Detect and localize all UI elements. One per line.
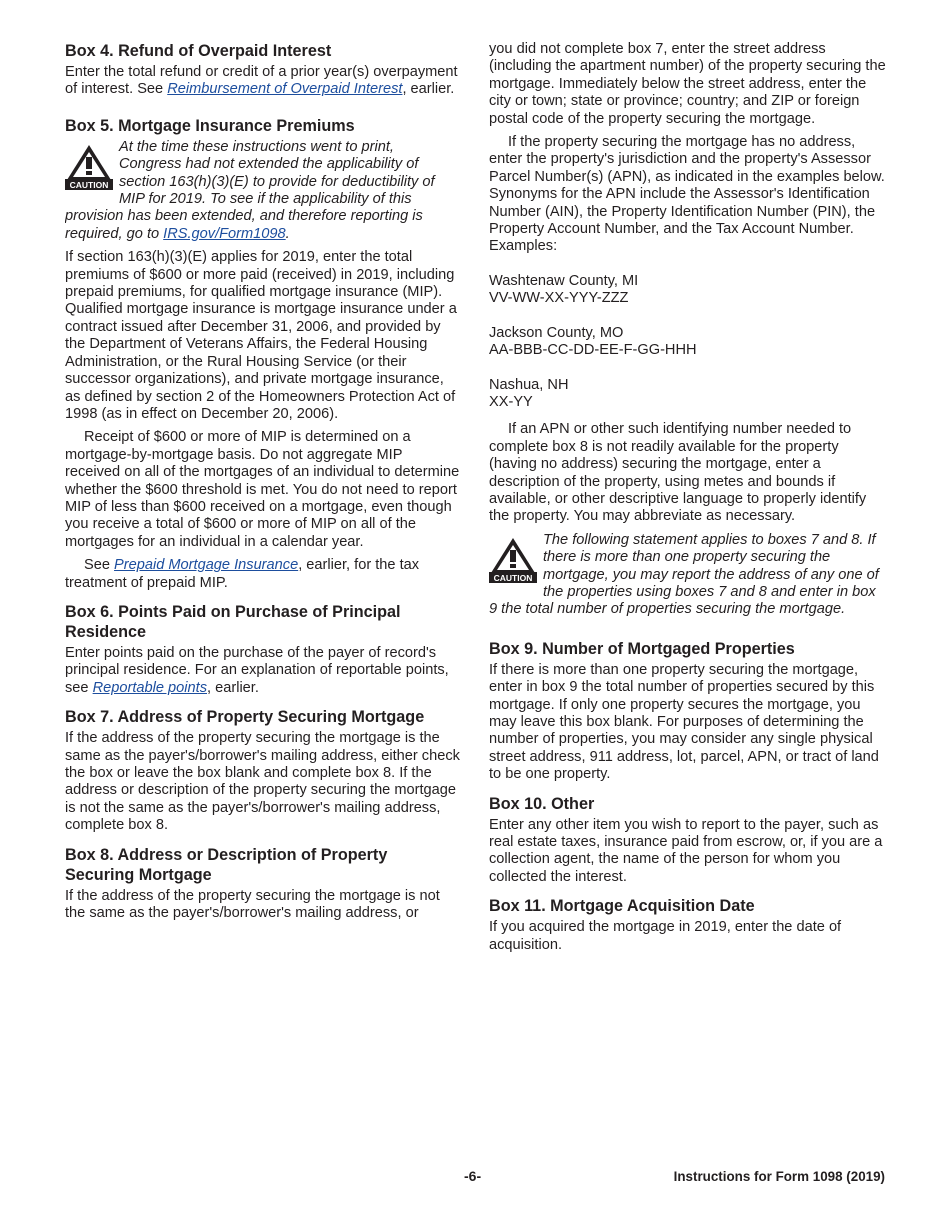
reportable-points-link[interactable]: Reportable points: [92, 679, 207, 696]
box6-text: [65, 645, 460, 697]
no-address-para: If the property securing the mortgage has no address, enter the property's jurisdiction and the property's Assessor Parcel Number(s) (APN), as indicated in the examples below. Synonyms for the APN include the Assessor's Identification Number (AIN), the Property Identification Number (PIN), the Property Account Number, and the Tax Account Number. Examples:: [489, 134, 885, 255]
apn-examples: [489, 273, 886, 411]
box4-text: [65, 64, 460, 99]
caution-icon: [489, 535, 537, 583]
apn-para: If an APN or other such identifying number needed to complete box 8 is not readily available for the property (having no address) securing the mortgage, enter a description of the property, using metes and bounds if available, or other descriptive language to properly identify the property. You may abbreviate as necessary.: [489, 421, 867, 525]
box6-text-pre: Enter points paid on the purchase of the payer of record's principal residence. For an explanation of reportable points, see: [65, 644, 449, 696]
box7-text: If the address of the property securing the mortgage is the same as the payer's/borrower's mailing address, either check the box or leave the box blank and complete box 8. If the address or description of the property securing the mortgage is not the same as the payer's/borrower's mailing address, complete box 8.: [65, 730, 460, 834]
box5-para3: [65, 557, 460, 592]
box8-text: If the address of the property securing the mortgage is not the same as the payer's/borrower's mailing address, or: [65, 887, 440, 922]
box8-heading: Box 8. Address or Description of Property Securing Mortgage: [65, 845, 388, 884]
box6-text-post: , earlier.: [207, 679, 259, 696]
box5-caution-text-post: .: [285, 225, 290, 242]
box7-heading: Box 7. Address of Property Securing Mortgage: [65, 708, 425, 727]
caution-label: CAUTION: [493, 572, 533, 583]
page-number: -6-: [464, 1168, 482, 1184]
box5-para1: If section 163(h)(3)(E) applies for 2019, enter the total premiums of $600 or more paid (received) in 2019, including prepaid premiums, for qualified mortgage insurance (MIP). Qualified mortgage insurance is mortgage insurance under a contract issued after December 31, 2006, and provided by the Department of Veterans Affairs, the Federal Housing Administration, or the Rural Housing Service (or their successor organizations), and private mortgage insurance, as defined by section 2 of the Homeowners Protection Act of 1998 (as in effect on December 20, 2006).: [65, 249, 457, 422]
document-title: Instructions for Form 1098 (2019): [673, 1169, 885, 1184]
reimbursement-overpaid-interest-link[interactable]: Reimbursement of Overpaid Interest: [167, 81, 403, 98]
box5-caution-text: [65, 139, 460, 243]
example-place: Washtenaw County, MI: [489, 272, 639, 289]
box4-text-pre: Enter the total refund or credit of a prior year(s) overpayment of interest. See: [65, 64, 458, 98]
caution-label: CAUTION: [69, 179, 109, 190]
example-place: Nashua, NH: [489, 376, 569, 393]
box5-para3-pre: See: [84, 557, 115, 574]
box5-para2: Receipt of $600 or more of MIP is determined on a mortgage-by-mortgage basis. Do not aggregate MIP received on all of the mortgages of an individual to determine whether the $600 threshold is met. You do not need to report MIP of less than $600 received on a mortgage, even though you receive a total of $600 or more of MIP on all of the mortgages for an individual in a calendar year.: [65, 429, 460, 550]
box5-heading: Box 5. Mortgage Insurance Premiums: [65, 116, 355, 135]
box11-text: If you acquired the mortgage in 2019, enter the date of acquisition.: [489, 919, 842, 953]
example-code: VV-WW-XX-YYY-ZZZ: [489, 290, 629, 307]
box11-heading: Box 11. Mortgage Acquisition Date: [489, 897, 755, 916]
box5-caution-text-pre: At the time these instructions went to print, Congress had not extended the applicability of section 163(h)(3)(E) to provide for deductibility of MIP for 2019. To see if the applicability of this provision has been extended, and therefore reporting is required, go to: [65, 138, 435, 242]
caution-icon: [65, 142, 113, 190]
box4-text-post: , earlier.: [402, 81, 455, 98]
box5-caution-block: [65, 139, 460, 243]
box6-heading: Box 6. Points Paid on Purchase of Principal Residence: [65, 602, 401, 641]
box9-heading: Box 9. Number of Mortgaged Properties: [489, 639, 795, 658]
right-caution-block: [489, 532, 886, 619]
example-place: Jackson County, MO: [489, 324, 624, 341]
box10-text: Enter any other item you wish to report to the payer, such as real estate taxes, insurance paid from escrow, or, if you are a collection agent, the name of the person for whom you collected the interest.: [489, 816, 883, 885]
example-code: XX-YY: [489, 393, 533, 410]
example-code: AA-BBB-CC-DD-EE-F-GG-HHH: [489, 342, 697, 359]
box8-continued-text: you did not complete box 7, enter the street address (including the apartment number) of the property securing the mortgage. Immediately below the street address, enter the city or town; state or province; country; and ZIP or foreign postal code of the property securing the mortgage.: [489, 41, 886, 127]
irs-form1098-link[interactable]: IRS.gov/Form1098: [163, 225, 286, 242]
left-column: [65, 41, 460, 922]
box9-text: If there is more than one property securing the mortgage, enter in box 9 the total number of properties secured by this mortgage. If only one property secures the mortgage, you may leave this box blank. For purposes of determining the number of properties, you may consider any single physical street address, 911 address, lot, parcel, APN, or tract of land to be one property.: [489, 661, 879, 783]
box5-para3-post: , earlier, for the tax treatment of prepaid MIP.: [65, 557, 420, 591]
right-caution-text: The following statement applies to boxes 7 and 8. If there is more than one property securing the mortgage, you may report the address of any one of the properties using boxes 7 and 8 and enter in box 9 the total number of properties securing the mortgage.: [489, 531, 879, 618]
prepaid-mortgage-insurance-link[interactable]: Prepaid Mortgage Insurance: [114, 557, 299, 574]
right-column: [489, 41, 886, 954]
box10-heading: Box 10. Other: [489, 794, 595, 813]
box4-heading: Box 4. Refund of Overpaid Interest: [65, 42, 332, 60]
